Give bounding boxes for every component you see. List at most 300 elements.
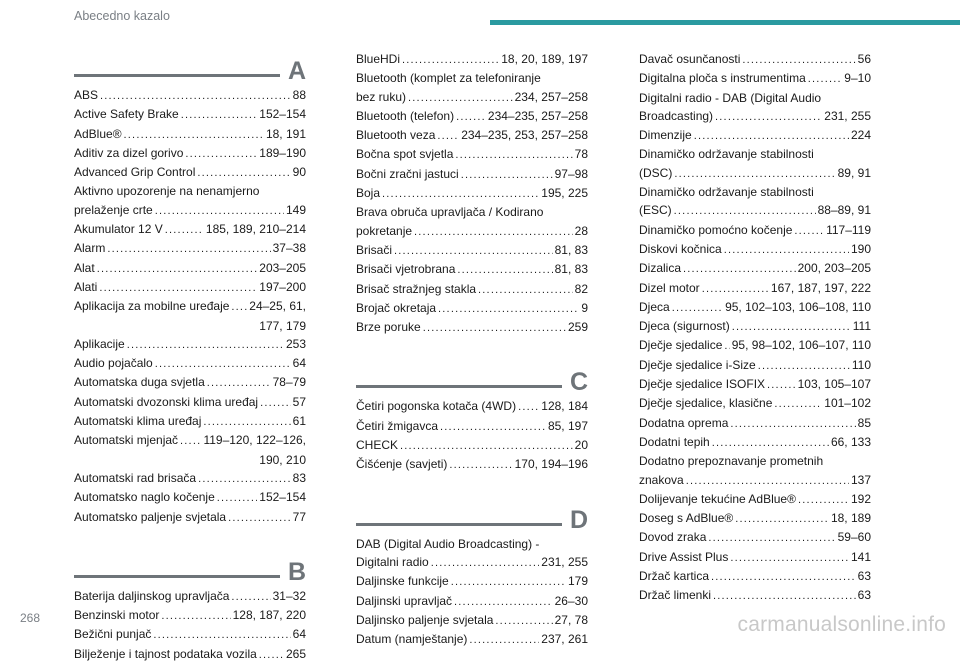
entry-pages: 88–89, 91 <box>817 203 871 218</box>
entry-pages: 37–38 <box>272 241 306 256</box>
index-column-3 <box>639 50 871 606</box>
entry-pages: 234–235, 253, 257–258 <box>461 128 588 143</box>
index-entry <box>74 125 306 144</box>
dot-leader <box>461 166 553 184</box>
index-entry <box>74 412 306 431</box>
dot-leader <box>518 398 539 416</box>
dot-leader <box>732 318 851 336</box>
entry-pages: 189–190 <box>259 145 306 160</box>
entry-pages: 31–32 <box>272 588 306 603</box>
section-header <box>356 504 588 534</box>
dot-leader <box>181 106 258 124</box>
index-entry <box>74 431 306 469</box>
entry-line <box>74 488 306 507</box>
index-entry <box>74 469 306 488</box>
entry-line <box>356 611 588 630</box>
entry-line <box>639 69 871 88</box>
entry-pages: 119–120, 122–126, <box>203 433 306 448</box>
entry-pages: 234, 257–258 <box>514 89 588 104</box>
entry-pages: 57 <box>292 394 306 409</box>
entry-title: Brze poruke <box>356 320 421 335</box>
index-entry <box>639 452 871 490</box>
dot-leader <box>715 108 822 126</box>
entry-pages: 78 <box>574 147 588 162</box>
dot-leader <box>674 165 835 183</box>
entry-pages: 9–10 <box>844 71 871 86</box>
index-entry <box>356 455 588 474</box>
index-entry <box>356 184 588 203</box>
entry-pages: 81, 83 <box>554 262 588 277</box>
dot-leader <box>758 357 850 375</box>
entry-title: bez ruku) <box>356 89 407 104</box>
dot-leader <box>217 489 258 507</box>
dot-leader <box>197 164 290 182</box>
dot-leader <box>708 529 835 547</box>
dot-leader <box>774 395 822 413</box>
entry-title: Bočni zračni jastuci <box>356 166 459 181</box>
section-divider <box>74 74 280 77</box>
entry-line <box>74 625 306 644</box>
entry-line <box>74 469 306 488</box>
entry-line <box>639 107 871 126</box>
index-entry <box>639 89 871 127</box>
dot-leader <box>153 626 290 644</box>
entry-line <box>356 280 588 299</box>
entry-title: Djeca <box>639 299 670 314</box>
dot-leader <box>382 185 539 203</box>
entry-title: Automatski klima uređaj <box>74 414 202 429</box>
page-number: 268 <box>20 611 41 625</box>
entry-title: Alat <box>74 260 95 275</box>
entry-title-first-line: Bluetooth (komplet za telefoniranje <box>356 71 541 86</box>
index-entry <box>639 394 871 413</box>
entry-pages: 231, 255 <box>541 554 588 569</box>
entry-line <box>639 298 871 317</box>
entry-title: Automatski dvozonski klima uređaj <box>74 394 259 409</box>
entry-title: Digitalna ploča s instrumentima <box>639 71 806 86</box>
dot-leader <box>702 280 769 298</box>
entry-line <box>74 201 306 220</box>
index-entry <box>356 260 588 279</box>
entry-title: Bočna spot svjetla <box>356 147 454 162</box>
entry-pages: 179 <box>567 574 588 589</box>
dot-leader <box>100 87 291 105</box>
index-entry <box>74 645 306 664</box>
entry-line <box>639 259 871 278</box>
index-entry <box>74 297 306 335</box>
index-entry <box>356 299 588 318</box>
dot-leader <box>155 355 291 373</box>
entry-pages: 78–79 <box>272 375 306 390</box>
entry-title: (DSC) <box>639 165 673 180</box>
dot-leader <box>124 126 264 144</box>
dot-leader <box>495 612 552 630</box>
entry-line <box>74 335 306 354</box>
entry-line <box>74 412 306 431</box>
entry-title: Drive Assist Plus <box>639 549 729 564</box>
entry-line <box>356 592 588 611</box>
dot-leader <box>674 202 816 220</box>
entry-pages: 9 <box>581 300 588 315</box>
entry-title: prelaženje crte <box>74 202 153 217</box>
entry-pages-continued: 177, 179 <box>259 318 306 333</box>
entry-pages: 197–200 <box>259 279 306 294</box>
entry-title: Alati <box>74 279 98 294</box>
entry-pages: 101–102 <box>824 396 871 411</box>
entry-pages: 56 <box>857 52 871 66</box>
entry-title: Boja <box>356 186 381 201</box>
index-entry <box>74 373 306 392</box>
entry-title: Aplikacije <box>74 336 125 351</box>
header-accent-bar <box>490 20 960 25</box>
dot-leader <box>408 89 513 107</box>
entry-pages: 28 <box>574 223 588 238</box>
entry-title: Dječje sjedalice, klasične <box>639 396 773 411</box>
dot-leader <box>457 261 552 279</box>
entry-line <box>356 417 588 436</box>
entry-pages: 200, 203–205 <box>797 261 871 276</box>
entry-line <box>639 356 871 375</box>
entry-pages: 152–154 <box>259 490 306 505</box>
entry-line <box>74 645 306 664</box>
index-entry <box>639 509 871 528</box>
entry-pages: 224 <box>850 128 871 143</box>
entry-title: Brisač stražnjeg stakla <box>356 281 477 296</box>
entry-pages-continued: 190, 210 <box>259 452 306 467</box>
entry-line <box>639 164 871 183</box>
entry-title-first-line: Dodatno prepoznavanje prometnih <box>639 454 824 469</box>
section-gap <box>74 527 306 556</box>
dot-leader <box>672 299 723 317</box>
entry-line <box>639 548 871 567</box>
dot-leader <box>454 593 553 611</box>
index-entry <box>74 606 306 625</box>
entry-title: Baterija daljinskog upravljača <box>74 588 230 603</box>
entry-title: Držač kartica <box>639 569 710 584</box>
dot-leader <box>185 145 257 163</box>
entry-title: Brisači vjetrobrana <box>356 262 456 277</box>
entry-line <box>639 567 871 586</box>
entry-line <box>639 509 871 528</box>
index-entry <box>639 586 871 605</box>
dot-leader <box>423 319 566 337</box>
entry-pages: 141 <box>850 549 871 564</box>
entry-pages: 237, 261 <box>541 632 588 647</box>
entry-line <box>639 201 871 220</box>
entry-pages: 149 <box>285 202 306 217</box>
entry-title: Brojač okretaja <box>356 300 437 315</box>
entry-line <box>356 260 588 279</box>
entry-pages: 195, 225 <box>541 186 588 201</box>
entry-title: Automatsko naglo kočenje <box>74 490 215 505</box>
dot-leader <box>198 470 291 488</box>
dot-leader <box>431 554 540 572</box>
entry-line <box>356 184 588 203</box>
section-letter: A <box>287 57 306 85</box>
entry-line <box>74 431 306 450</box>
index-entry <box>356 417 588 436</box>
dot-leader <box>730 415 855 433</box>
section-letter: D <box>569 505 588 534</box>
dot-leader <box>456 108 486 126</box>
index-entry <box>74 278 306 297</box>
dot-leader <box>260 394 291 412</box>
entry-title: Četiri pogonska kotača (4WD) <box>356 399 517 414</box>
entry-line <box>74 278 306 297</box>
entry-pages: 203–205 <box>259 260 306 275</box>
entry-line <box>356 50 588 69</box>
section-divider <box>74 575 280 578</box>
entry-pages: 259 <box>567 320 588 335</box>
watermark-text: carmanualsonline.info <box>737 613 946 636</box>
entry-title: Dječje sjedalice <box>639 338 723 353</box>
index-entry <box>639 528 871 547</box>
index-entry <box>356 50 588 69</box>
index-entry <box>356 165 588 184</box>
entry-title: Bluetooth veza <box>356 128 436 143</box>
entry-title: CHECK <box>356 438 399 453</box>
entry-pages: 90 <box>292 165 306 180</box>
dot-leader <box>161 607 230 625</box>
entry-pages: 26–30 <box>554 593 588 608</box>
dot-leader <box>231 298 247 316</box>
entry-line <box>639 336 871 355</box>
entry-title: znakova <box>639 472 684 487</box>
entry-title: Akumulator 12 V <box>74 222 163 237</box>
entry-line <box>74 587 306 606</box>
entry-title: Četiri žmigavca <box>356 418 439 433</box>
entry-line <box>639 433 871 452</box>
dot-leader <box>469 631 539 649</box>
dot-leader <box>228 509 291 527</box>
entry-title-first-line: DAB (Digital Audio Broadcasting) - <box>356 536 540 551</box>
index-entry <box>639 414 871 433</box>
dot-leader <box>767 376 796 394</box>
entry-title: Dimenzije <box>639 128 692 143</box>
entry-pages: 103, 105–107 <box>797 377 871 392</box>
index-entry <box>356 611 588 630</box>
entry-pages: 61 <box>292 414 306 429</box>
entry-title: (ESC) <box>639 203 672 218</box>
entry-pages: 95, 98–102, 106–107, 110 <box>731 338 871 353</box>
index-entry <box>639 259 871 278</box>
dot-leader <box>394 242 553 260</box>
entry-pages: 167, 187, 197, 222 <box>770 280 871 295</box>
entry-line <box>74 125 306 144</box>
entry-line <box>356 553 588 572</box>
index-entry <box>639 221 871 240</box>
entry-title: Automatski rad brisača <box>74 470 197 485</box>
entry-pages: 97–98 <box>554 166 588 181</box>
index-entry <box>74 335 306 354</box>
entry-line <box>74 86 306 105</box>
entry-title: Djeca (sigurnost) <box>639 319 730 334</box>
dot-leader <box>713 587 856 605</box>
entry-title: pokretanje <box>356 223 413 238</box>
index-column-1 <box>74 55 306 664</box>
entry-title-first-line: Digitalni radio - DAB (Digital Audio <box>639 90 822 105</box>
entry-pages: 152–154 <box>259 107 306 122</box>
entry-pages: 89, 91 <box>837 165 871 180</box>
entry-line <box>639 317 871 336</box>
index-entry <box>639 567 871 586</box>
index-entry <box>639 126 871 145</box>
entry-title-first-line: Aktivno upozorenje na nenamjerno <box>74 184 260 199</box>
index-entry <box>639 69 871 88</box>
entry-title: Advanced Grip Control <box>74 165 196 180</box>
entry-line <box>639 528 871 547</box>
entry-line <box>356 222 588 241</box>
index-entry <box>74 587 306 606</box>
dot-leader <box>711 568 856 586</box>
entry-pages: 192 <box>850 491 871 506</box>
entry-line <box>639 221 871 240</box>
entry-line <box>639 414 871 433</box>
entry-pages: 85 <box>857 415 871 430</box>
dot-leader <box>730 549 849 567</box>
entry-pages: 110 <box>851 357 871 372</box>
entry-pages: 63 <box>857 569 871 584</box>
entry-pages: 185, 189, 210–214 <box>205 222 306 237</box>
dot-leader <box>735 510 829 528</box>
entry-title: Bežični punjač <box>74 627 152 642</box>
index-entry <box>356 318 588 337</box>
entry-title: Datum (namještanje) <box>356 632 468 647</box>
index-entry <box>74 220 306 239</box>
index-entry <box>639 279 871 298</box>
entry-title: Diskovi kočnica <box>639 241 722 256</box>
entry-pages: 66, 133 <box>830 434 871 449</box>
entry-pages: 77 <box>292 509 306 524</box>
dot-leader <box>694 127 849 145</box>
entry-line <box>356 126 588 145</box>
entry-line <box>74 297 306 316</box>
entry-line <box>639 240 871 259</box>
index-entry <box>639 548 871 567</box>
entry-title: Daljinsko paljenje svjetala <box>356 612 494 627</box>
index-entry <box>74 508 306 527</box>
entry-line <box>639 471 871 490</box>
index-entry <box>74 239 306 258</box>
index-entry <box>74 182 306 220</box>
dot-leader <box>438 300 579 318</box>
dot-leader <box>478 281 573 299</box>
dot-leader <box>451 573 566 591</box>
index-entry <box>639 375 871 394</box>
index-entry <box>356 241 588 260</box>
entry-title: Držač limenki <box>639 588 712 603</box>
dot-leader <box>231 588 270 606</box>
index-column-2 <box>356 50 588 649</box>
entry-title: Alarm <box>74 241 106 256</box>
entry-line <box>356 107 588 126</box>
index-entry <box>639 50 871 69</box>
entry-pages: 137 <box>850 472 871 487</box>
entry-pages: 59–60 <box>837 530 871 545</box>
index-entry <box>356 145 588 164</box>
index-entry <box>639 240 871 259</box>
entry-title-first-line: Brava obruča upravljača / Kodirano <box>356 205 544 220</box>
index-entry <box>639 317 871 336</box>
entry-title: Aplikacija za mobilne uređaje <box>74 299 230 314</box>
entry-title: Broadcasting) <box>639 108 714 123</box>
entry-line <box>74 354 306 373</box>
dot-leader <box>155 202 284 220</box>
index-entry <box>74 488 306 507</box>
dot-leader <box>97 260 258 278</box>
entry-line <box>74 163 306 182</box>
entry-title: ABS <box>74 88 99 102</box>
entry-line <box>639 490 871 509</box>
section-header <box>74 556 306 586</box>
entry-title: Dječje sjedalice ISOFIX <box>639 377 766 392</box>
entry-line <box>639 394 871 413</box>
entry-title: Daljinske funkcije <box>356 574 449 589</box>
entry-line <box>639 586 871 605</box>
entry-title: Automatska duga svjetla <box>74 375 205 390</box>
entry-title: Bilježenje i tajnost podataka vozila <box>74 646 257 661</box>
entry-title: Brisači <box>356 242 393 257</box>
entry-line <box>639 375 871 394</box>
entry-title: Bluetooth (telefon) <box>356 108 455 123</box>
entry-pages: 265 <box>285 646 306 661</box>
entry-line <box>356 241 588 260</box>
running-header-title: Abecedno kazalo <box>74 9 170 23</box>
dot-leader <box>203 413 290 431</box>
entry-title: Davač osunčanosti <box>639 52 741 66</box>
entry-line <box>74 606 306 625</box>
entry-line <box>356 88 588 107</box>
entry-pages: 20 <box>574 438 588 453</box>
index-entry <box>639 145 871 183</box>
dot-leader <box>742 51 855 69</box>
entry-line <box>356 299 588 318</box>
entry-title: Active Safety Brake <box>74 107 179 122</box>
entry-title: Aditiv za dizel gorivo <box>74 145 184 160</box>
entry-line <box>74 220 306 239</box>
index-entry <box>356 397 588 416</box>
index-entry <box>356 107 588 126</box>
entry-line <box>356 165 588 184</box>
entry-title-first-line: Dinamičko održavanje stabilnosti <box>639 185 814 200</box>
index-entry <box>639 183 871 221</box>
index-entry <box>74 393 306 412</box>
dot-leader <box>794 222 824 240</box>
index-entry <box>356 535 588 573</box>
entry-line <box>356 455 588 474</box>
entry-pages: 24–25, 61, <box>249 299 306 314</box>
entry-line <box>356 572 588 591</box>
entry-title: BlueHDi <box>356 52 401 66</box>
entry-line <box>356 318 588 337</box>
index-entry <box>74 625 306 644</box>
index-entry <box>639 336 871 355</box>
dot-leader <box>724 337 729 355</box>
entry-pages: 117–119 <box>826 222 871 237</box>
index-entry <box>74 259 306 278</box>
index-entry <box>639 356 871 375</box>
dot-leader <box>127 336 284 354</box>
entry-title: Dodatni tepih <box>639 434 710 449</box>
entry-title: Digitalni radio <box>356 554 429 569</box>
entry-title-first-line: Dinamičko održavanje stabilnosti <box>639 147 814 162</box>
entry-title: Daljinski upravljač <box>356 593 453 608</box>
entry-title: Dizel motor <box>639 280 700 295</box>
dot-leader <box>808 70 843 88</box>
section-header <box>356 366 588 396</box>
entry-pages: 85, 197 <box>547 418 588 433</box>
dot-leader <box>437 127 459 145</box>
